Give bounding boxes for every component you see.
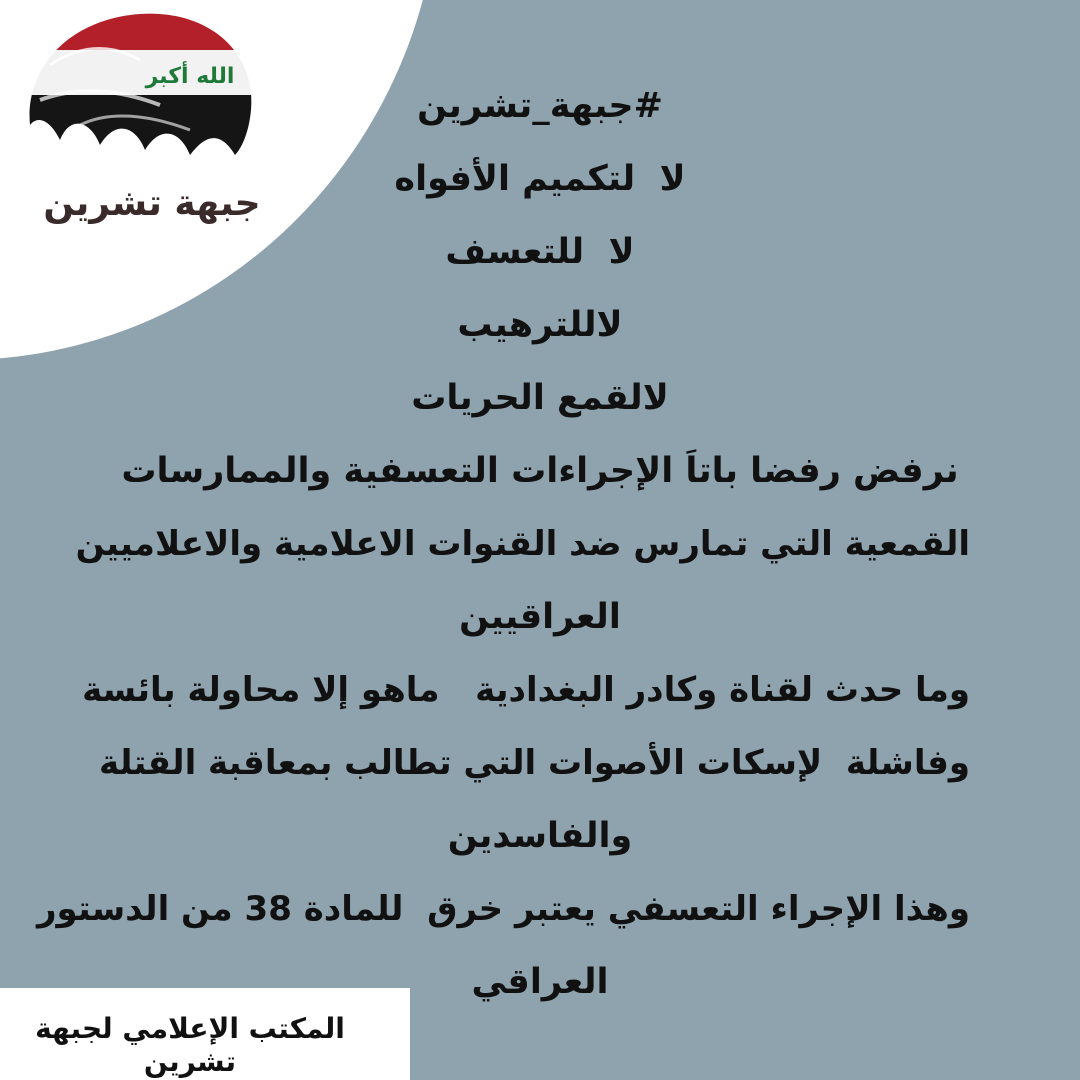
statement-line: لا لتكميم الأفواه (394, 159, 686, 199)
statement-line: نرفض رفضا باتاَ الإجراءات التعسفية والممارسات (121, 451, 959, 491)
logo-caption: جبهة تشرين (43, 183, 261, 224)
statement-line: القمعية التي تمارس ضد القنوات الاعلامية والاعلاميين (75, 524, 970, 564)
statement-line: لاللترهيب (457, 305, 623, 345)
footer-signature: المكتب الإعلامي لجبهة تشرين (35, 1012, 345, 1078)
statement-line: لالقمع الحريات (411, 378, 669, 418)
statement-line: والفاسدين (447, 816, 633, 856)
emblem-text: الله أكبر (145, 64, 235, 89)
statement-line: #جبهة_تشرين (417, 86, 663, 126)
statement-line: العراقيين (459, 597, 621, 637)
statement-line: وهذا الإجراء التعسفي يعتبر خرق للمادة 38 من الدستور (36, 889, 970, 929)
statement-line: العراقي (471, 962, 609, 1002)
statement-line: لا للتعسف (445, 232, 635, 272)
statement-line: وفاشلة لإسكات الأصوات التي تطالب بمعاقبة القتلة (98, 743, 970, 783)
statement-line: وما حدث لقناة وكادر البغدادية ماهو إلا محاولة بائسة (82, 670, 970, 710)
statement-text (36, 70, 970, 1019)
